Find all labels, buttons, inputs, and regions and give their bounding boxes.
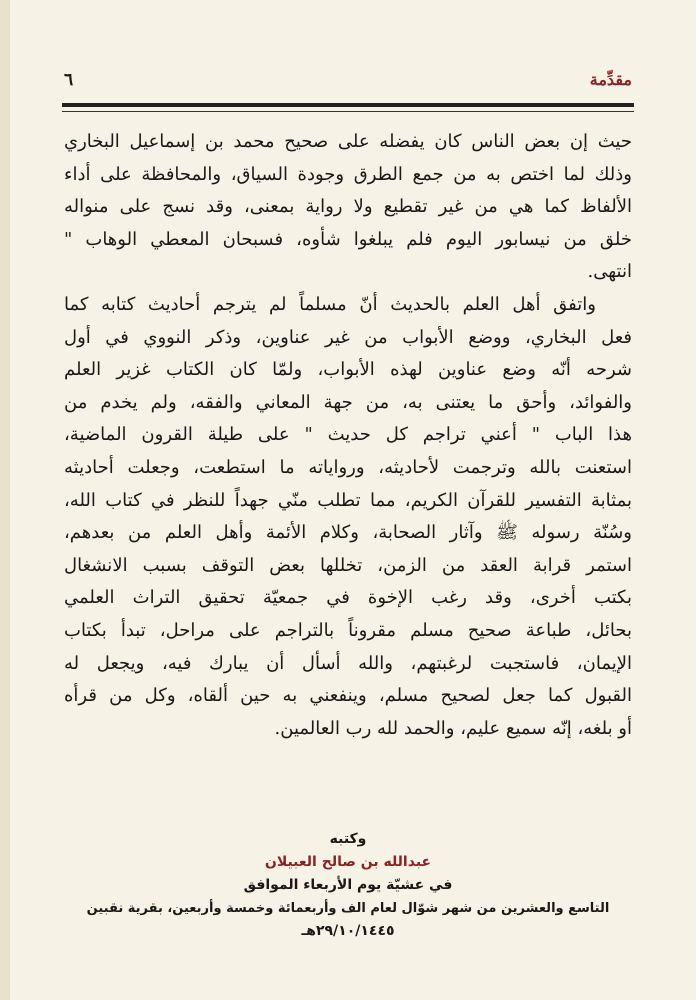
text-line: استمر قرابة العقد من الزمن، تخللها بعض التوقف بسبب الانشغال (64, 554, 632, 576)
text-line: واتفق أهل العلم بالحديث أنّ مسلماً لم يترجم أحاديث كتابه كما (64, 293, 596, 315)
text-line: الإيمان، فاستجبت لرغبتهم، والله أسأل أن يبارك فيه، ويجعل له (64, 652, 632, 674)
text-line: هذا الباب " أعني تراجم كل حديث " على طيلة القرون الماضية، (64, 424, 632, 446)
text-line: والفوائد، وأحق ما يعتنى به، من جهة المعاني والفقه، ولم يخدم من (64, 391, 632, 413)
signature-date-long: التاسع والعشرين من شهر شوّال لعام الف وأربعمائة وخمسة وأربعين، بقرية نقبين (86, 901, 610, 916)
page-edge (0, 0, 10, 1000)
signature-block (62, 828, 634, 943)
page-header (62, 70, 634, 100)
text-line: انتهى. (587, 261, 632, 283)
chapter-title: مقدِّمة (589, 70, 632, 89)
text-line: القبول كما جعل لصحيح مسلم، وينفعني به حين ألقاه، وكل من قرأه (64, 685, 632, 707)
text-line: بمثابة التفسير للقرآن الكريم، مما تطلب منّي جهداً للنظر في كتاب الله، (64, 489, 632, 511)
signature-date-short: ٢٩/١٠/١٤٤٥هـ (301, 923, 395, 939)
text-line: حيث إن بعض الناس كان يفضله على صحيح محمد بن إسماعيل البخاري (64, 131, 632, 152)
body-text (64, 126, 632, 745)
text-line: وذلك لما اختص به من جمع الطرق وجودة السياق، والمحافظة على أداء (64, 163, 632, 185)
text-line: بكتب أخرى، وقد رغب الإخوة في جمعيّة تحقيق التراث العلمي (64, 587, 632, 609)
signature-wrote: وكتبه (329, 831, 367, 847)
author-name: عبدالله بن صالح العبيلان (264, 854, 432, 870)
header-rule-thin (62, 111, 634, 112)
text-line: خلق من نيسابور اليوم فلم يبلغوا شأوه، فسبحان المعطي الوهاب " (64, 228, 632, 250)
text-line: أو بلغه، إنّه سميع عليم، والحمد لله رب العالمين. (274, 717, 632, 739)
page-number: ٦ (64, 70, 74, 90)
text-line: وسُنّة رسوله ﷺ وآثار الصحابة، وكلام الأئمة وأهل العلم من بعدهم، (64, 522, 632, 544)
text-line: الألفاظ كما هي من غير تقطيع ولا رواية بمعنى، وقد نسج على منواله (64, 196, 632, 218)
text-line: استعنت بالله وترجمت لأحاديثه، ورواياته ما استطعت، وجعلت أحاديثه (64, 456, 632, 478)
text-line: شرحه أنّه وضع عناوين لهذه الأبواب، ولمّا كان الكتاب غزير العلم (64, 359, 632, 381)
text-line: بحائل، طباعة صحيح مسلم مقروناً بالتراجم على مراحل، تبدأ بكتاب (64, 619, 632, 641)
signature-day: في عشيّة يوم الأربعاء الموافق (243, 877, 453, 893)
header-rule-thick (62, 103, 634, 107)
text-line: فعل البخاري، ووضع الأبواب من غير عناوين، وذكر النووي في أول (64, 326, 632, 348)
